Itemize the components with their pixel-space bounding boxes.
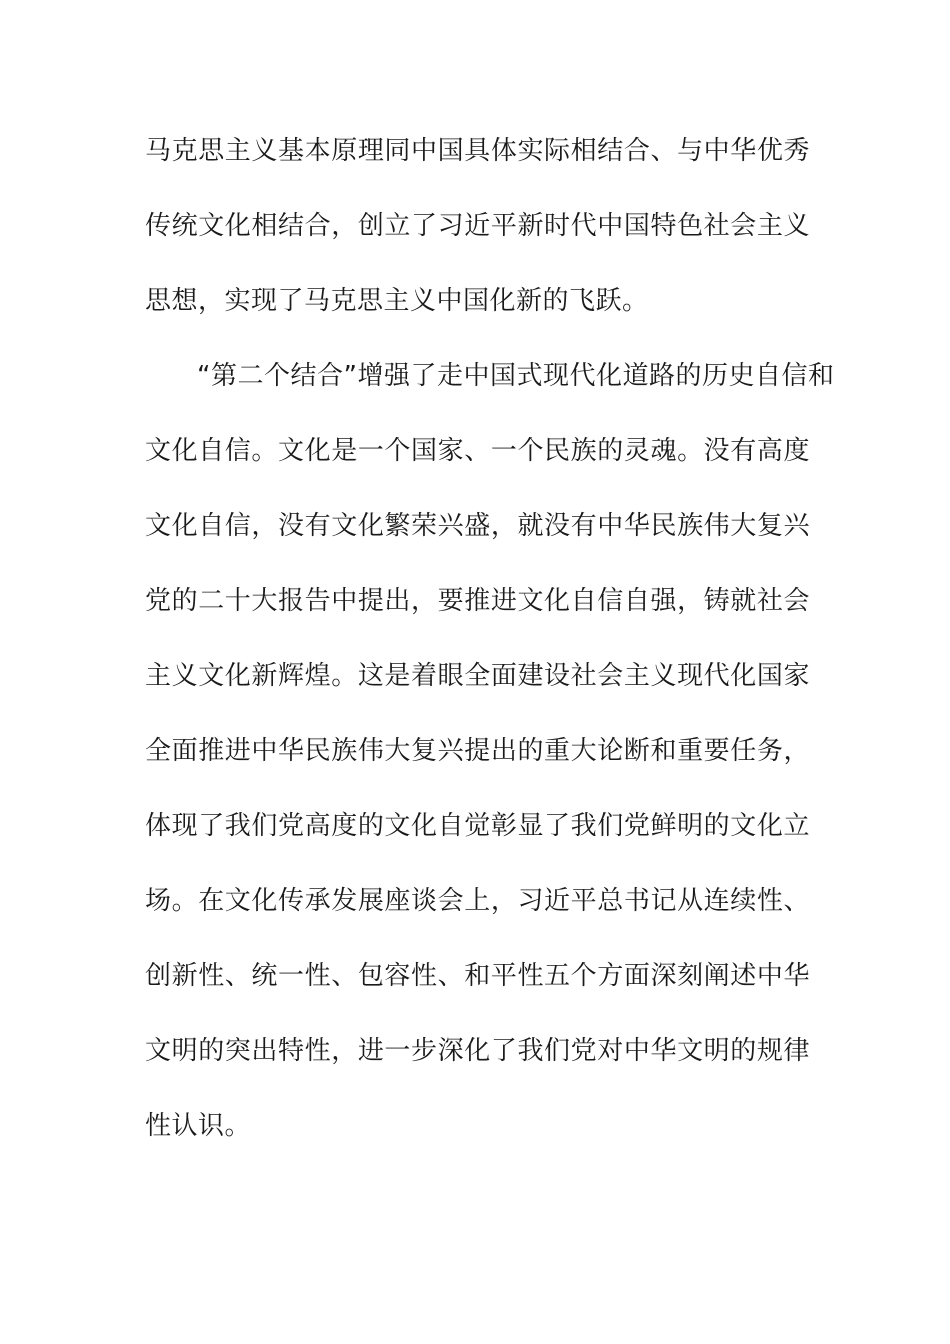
text-line: 创新性、统一性、包容性、和平性五个方面深刻阐述中华: [145, 961, 810, 991]
text-line: 文化自信，没有文化繁荣兴盛，就没有中华民族伟大复兴: [145, 511, 810, 541]
text-line: 马克思主义基本原理同中国具体实际相结合、与中华优秀: [145, 136, 810, 166]
text-line: 体现了我们党高度的文化自觉彰显了我们党鲜明的文化立: [145, 811, 810, 841]
text-line: 主义文化新辉煌。这是着眼全面建设社会主义现代化国家: [145, 661, 810, 691]
body-text: [145, 120, 835, 1170]
text-line: 思想，实现了马克思主义中国化新的飞跃。: [145, 286, 649, 316]
text-line: 文化自信。文化是一个国家、一个民族的灵魂。没有高度: [145, 436, 810, 466]
text-line: 传统文化相结合，创立了习近平新时代中国特色社会主义: [145, 211, 810, 241]
text-line: 文明的突出特性，进一步深化了我们党对中华文明的规律: [145, 1036, 810, 1066]
text-line: 性认识。: [145, 1111, 252, 1141]
text-line: 党的二十大报告中提出，要推进文化自信自强，铸就社会: [145, 586, 810, 616]
text-line: 场。在文化传承发展座谈会上，习近平总书记从连续性、: [145, 886, 810, 916]
paragraph-first-line: “第二个结合”增强了走中国式现代化道路的历史自信和: [197, 361, 835, 391]
text-line: 全面推进中华民族伟大复兴提出的重大论断和重要任务，: [145, 736, 810, 766]
